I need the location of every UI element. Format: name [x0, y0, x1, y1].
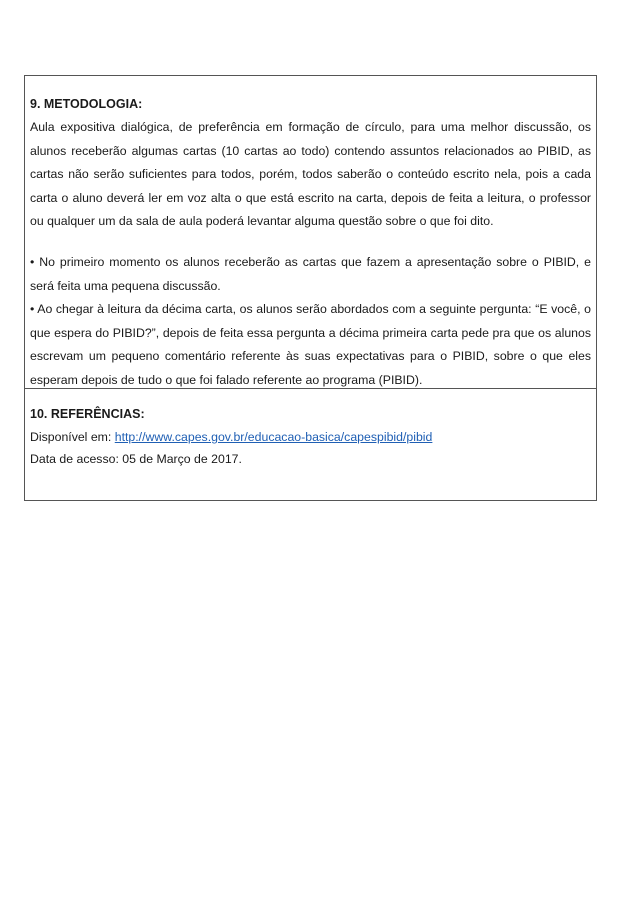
references-heading: 10. REFERÊNCIAS:: [30, 407, 145, 421]
references-section: [25, 389, 596, 500]
methodology-bullet-1: • No primeiro momento os alunos receberão as cartas que fazem a apresentação sobre o PIBID, e será feita uma pequena discussão.: [30, 254, 591, 293]
methodology-section: [25, 76, 596, 389]
access-date: Data de acesso: 05 de Março de 2017.: [30, 452, 242, 466]
available-label: Disponível em:: [30, 430, 115, 444]
document-table: [24, 75, 597, 501]
reference-link[interactable]: http://www.capes.gov.br/educacao-basica/capespibid/pibid: [114, 430, 433, 444]
paragraph-spacer: [30, 234, 591, 251]
methodology-heading: 9. METODOLOGIA:: [30, 97, 143, 111]
reference-available-line: [30, 426, 591, 448]
methodology-bullet-2: • Ao chegar à leitura da décima carta, os alunos serão abordados com a seguinte pergunta: “E você, o que espera do PIBID?”, depois de feita essa pergunta a décima primeira carta pede pra que os alunos escrevam um pequeno comentário referente às suas expectativas para o PIBID, sobre o que eles esperam depois de tudo o que foi falado referente ao programa (PIBID).: [30, 302, 591, 387]
methodology-paragraph: Aula expositiva dialógica, de preferência em formação de círculo, para uma melhor discussão, os alunos receberão algumas cartas (10 cartas ao todo) contendo assuntos relacionados ao PIBID, as cartas não serão suficientes para todos, porém, todos saberão o conteúdo escrito nela, pois a cada carta o aluno deverá ler em voz alta o que está escrito na carta, depois de feita a leitura, o professor ou qualquer um da sala de aula poderá levantar alguma questão sobre o que foi dito.: [30, 120, 591, 229]
